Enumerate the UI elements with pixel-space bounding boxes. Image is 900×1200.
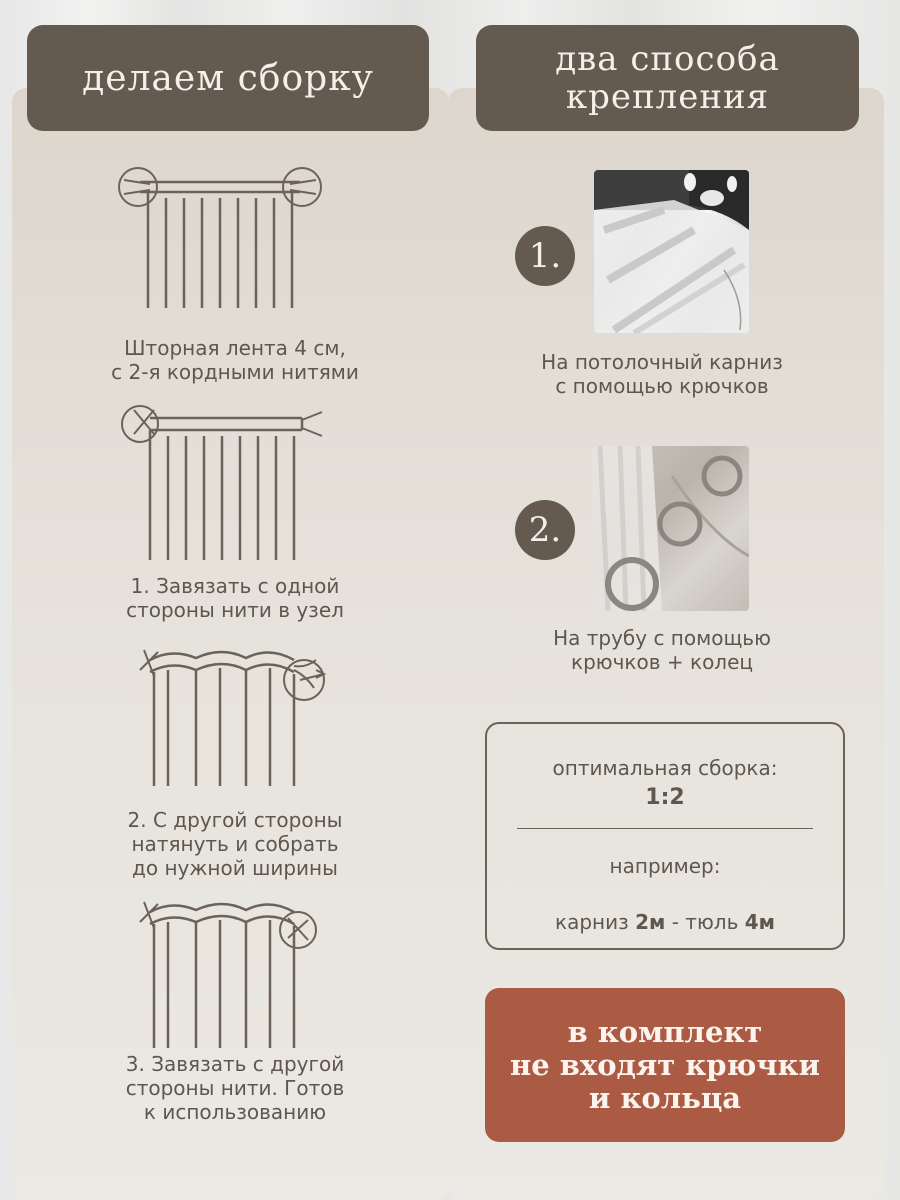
curtain-rings-icon bbox=[592, 446, 749, 611]
assembly-header bbox=[27, 25, 429, 131]
step-3-caption: 3. Завязать с другой стороны нити. Готов к использованию bbox=[125, 1052, 345, 1124]
example-line bbox=[487, 886, 843, 934]
method-2-caption: На трубу с помощью крючков + колец bbox=[553, 626, 771, 674]
mounting-header-line2: крепления bbox=[565, 77, 770, 117]
knot-diagram bbox=[110, 400, 330, 562]
example-prefix: карниз bbox=[555, 910, 636, 934]
example-tulle-length: 4м bbox=[744, 910, 775, 934]
method-2-number: 2. bbox=[515, 500, 575, 560]
ratio-label: оптимальная сборка: bbox=[552, 756, 778, 780]
not-included-text: в комплект не входят крючки и кольца bbox=[509, 1014, 820, 1115]
not-included-notice bbox=[485, 988, 845, 1142]
gather-diagram bbox=[110, 640, 340, 788]
step-2-caption: 2. С другой стороны натянуть и собрать до нужной ширины bbox=[127, 808, 343, 880]
rings-photo bbox=[592, 446, 749, 611]
gather-ratio-box bbox=[485, 722, 845, 950]
mounting-header bbox=[476, 25, 859, 131]
step-0-caption: Шторная лента 4 см, с 2-я кордными нитями bbox=[111, 336, 359, 384]
step-1-caption: 1. Завязать с одной стороны нити в узел bbox=[126, 574, 344, 622]
method-1-number: 1. bbox=[515, 226, 575, 286]
example-rod-length: 2м bbox=[635, 910, 666, 934]
assembly-header-text: делаем сборку bbox=[82, 57, 374, 99]
example-label: например: bbox=[609, 854, 721, 878]
method-1-caption: На потолочный карниз с помощью крючков bbox=[541, 350, 783, 398]
ratio-value: 1:2 bbox=[645, 785, 685, 810]
example-middle: - тюль bbox=[665, 910, 745, 934]
tape-diagram bbox=[110, 160, 330, 312]
mounting-header-line1: два способа bbox=[555, 39, 780, 79]
ratio-divider bbox=[517, 828, 813, 829]
hooks-photo bbox=[594, 170, 749, 333]
tied-diagram bbox=[110, 892, 340, 1050]
curtain-tape-hooks-icon bbox=[594, 170, 749, 333]
